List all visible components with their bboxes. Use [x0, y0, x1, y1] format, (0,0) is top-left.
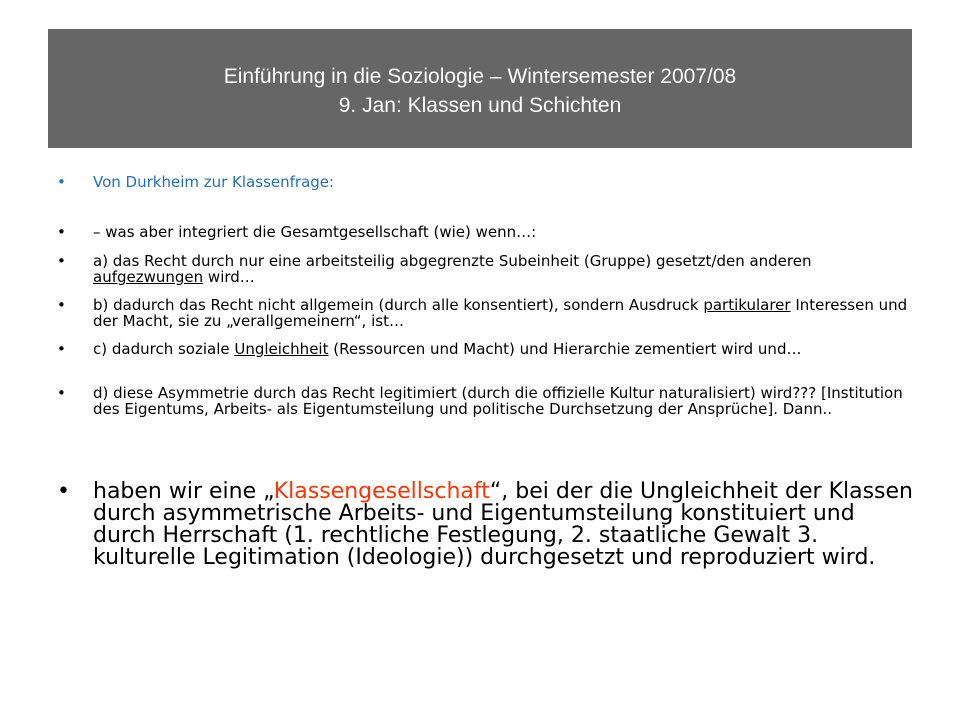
conclusion-text-part: haben wir eine „ — [93, 479, 274, 504]
list-item-text: d) diese Asymmetrie durch das Recht legitimiert (durch die offizielle Kultur naturalisiert) wird??? [Institution des Eigentums, Arbeits- als Eigentumsteilung und politische Durchsetzung der Ansprüche]. Dann.. — [93, 384, 903, 418]
list-item-text — [93, 297, 908, 329]
bullet-icon: • — [57, 173, 66, 191]
list-item-text: Von Durkheim zur Klassenfrage: — [93, 173, 335, 191]
list-item-text-part: (Ressourcen und Macht) und Hierarchie zementiert wird und… — [328, 340, 802, 358]
list-item-text: – was aber integriert die Gesamtgesellschaft (wie) wenn…: — [93, 223, 537, 241]
list-item-text — [93, 341, 908, 357]
bullet-icon: • — [57, 223, 66, 241]
list-item-text-part: Interessen und der Macht, sie zu „verallgemeinern“, ist… — [93, 296, 908, 330]
underlined-term: Ungleichheit — [234, 340, 329, 358]
bullet-icon: • — [57, 340, 66, 358]
bullet-icon: • — [57, 479, 70, 504]
highlighted-term: Klassengesellschaft — [273, 479, 490, 504]
bullet-icon: • — [57, 296, 66, 314]
slide-title-line-1: Einführung in die Soziologie – Wintersemester 2007/08 — [223, 65, 737, 88]
list-item-text-part: b) dadurch das Recht nicht allgemein (durch alle konsentiert), sondern Ausdruck — [93, 296, 704, 314]
conclusion-text-part: “, bei der die Ungleichheit der Klassen durch asymmetrische Arbeits- und Eigentumsteilung konstituiert und durch Herrschaft (1. rechtliche Festlegung, 2. staatliche Gewalt 3. kulturelle Legitimation (Ideologie)) durchgesetzt und reproduziert wird. — [93, 479, 913, 570]
list-item-text-part: a) das Recht durch nur eine arbeitsteilig abgegrenzte Subeinheit (Gruppe) gesetzt/den anderen — [93, 252, 812, 270]
list-item-text-part: c) dadurch soziale — [93, 340, 235, 358]
list-item-text — [93, 253, 908, 285]
underlined-term: aufgezwungen — [93, 268, 204, 286]
underlined-term: partikularer — [703, 296, 791, 314]
conclusion-text — [93, 481, 917, 569]
list-item-text-part: wird… — [203, 268, 255, 286]
bullet-icon: • — [57, 252, 66, 270]
bullet-icon: • — [57, 384, 66, 402]
slide-title-line-2: 9. Jan: Klassen und Schichten — [338, 94, 622, 117]
